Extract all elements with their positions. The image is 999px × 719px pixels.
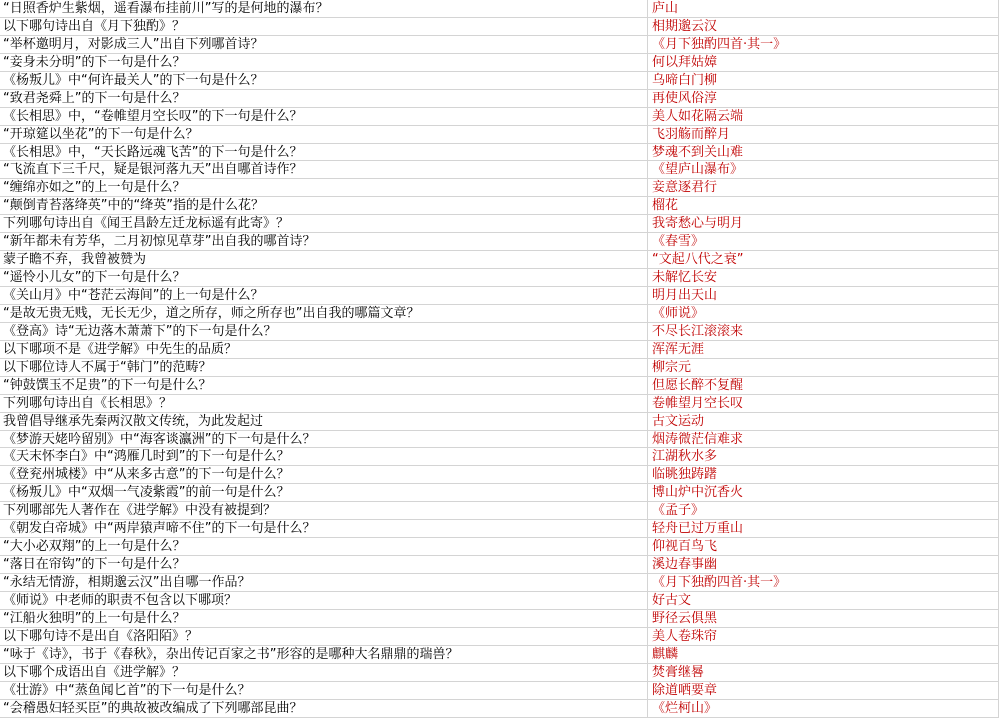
question-cell[interactable]: 下列哪句诗出自《闻王昌龄左迁龙标遥有此寄》？ bbox=[0, 215, 648, 233]
answer-cell[interactable]: 飞羽觞而醉月 bbox=[648, 126, 999, 144]
answer-cell[interactable]: 妾意逐君行 bbox=[648, 179, 999, 197]
answer-cell[interactable]: 《月下独酌四首·其一》 bbox=[648, 36, 999, 54]
answer-cell[interactable]: 乌啼白门柳 bbox=[648, 72, 999, 90]
answer-cell[interactable]: 轻舟已过万重山 bbox=[648, 520, 999, 538]
question-cell[interactable]: 《关山月》中“苍茫云海间”的上一句是什么？ bbox=[0, 287, 648, 305]
question-cell[interactable]: 《梦游天姥吟留别》中“海客谈瀛洲”的下一句是什么？ bbox=[0, 431, 648, 449]
question-cell[interactable]: “举杯邀明月，对影成三人”出自下列哪首诗？ bbox=[0, 36, 648, 54]
question-cell[interactable]: “会稽愚妇轻买臣”的典故被改编成了下列哪部昆曲？ bbox=[0, 700, 648, 718]
question-cell[interactable]: “致君尧舜上”的下一句是什么？ bbox=[0, 90, 648, 108]
answer-cell[interactable]: 卷帷望月空长叹 bbox=[648, 395, 999, 413]
question-cell[interactable]: 以下哪句诗不是出自《洛阳陌》？ bbox=[0, 628, 648, 646]
answer-cell[interactable]: 《春雪》 bbox=[648, 233, 999, 251]
question-cell[interactable]: “遥怜小儿女”的下一句是什么？ bbox=[0, 269, 648, 287]
answer-cell[interactable]: 好古文 bbox=[648, 592, 999, 610]
answer-cell[interactable]: 古文运动 bbox=[648, 413, 999, 431]
question-cell[interactable]: 以下哪句诗出自《月下独酌》？ bbox=[0, 18, 648, 36]
answer-cell[interactable]: 庐山 bbox=[648, 0, 999, 18]
question-cell[interactable]: “新年都未有芳华，二月初惊见草芽”出自我的哪首诗？ bbox=[0, 233, 648, 251]
question-cell[interactable]: “钟鼓馔玉不足贵”的下一句是什么？ bbox=[0, 377, 648, 395]
question-cell[interactable]: “江船火独明”的上一句是什么？ bbox=[0, 610, 648, 628]
question-cell[interactable]: 蒙子瞻不弃，我曾被赞为 bbox=[0, 251, 648, 269]
question-cell[interactable]: 《杨叛儿》中“双烟一气凌紫霞”的前一句是什么？ bbox=[0, 484, 648, 502]
question-cell[interactable]: 以下哪个成语出自《进学解》？ bbox=[0, 664, 648, 682]
answer-cell[interactable]: 野径云俱黑 bbox=[648, 610, 999, 628]
question-cell[interactable]: 《长相思》中，“卷帷望月空长叹”的下一句是什么？ bbox=[0, 108, 648, 126]
answer-cell[interactable]: 梦魂不到关山难 bbox=[648, 144, 999, 162]
answer-cell[interactable]: 不尽长江滚滚来 bbox=[648, 323, 999, 341]
answer-cell[interactable]: 明月出天山 bbox=[648, 287, 999, 305]
answer-cell[interactable]: 江湖秋水多 bbox=[648, 448, 999, 466]
question-cell[interactable]: 《长相思》中，“天长路远魂飞苦”的下一句是什么？ bbox=[0, 144, 648, 162]
answer-cell[interactable]: 《月下独酌四首·其一》 bbox=[648, 574, 999, 592]
question-cell[interactable]: “飞流直下三千尺，疑是银河落九天”出自哪首诗作？ bbox=[0, 161, 648, 179]
question-cell[interactable]: “是故无贵无贱，无长无少，道之所存，师之所存也”出自我的哪篇文章？ bbox=[0, 305, 648, 323]
answer-cell[interactable]: 临眺独踌躇 bbox=[648, 466, 999, 484]
question-cell[interactable]: “妾身未分明”的下一句是什么？ bbox=[0, 54, 648, 72]
question-cell[interactable]: 《登高》诗“无边落木萧萧下”的下一句是什么？ bbox=[0, 323, 648, 341]
question-cell[interactable]: 《天末怀李白》中“鸿雁几时到”的下一句是什么？ bbox=[0, 448, 648, 466]
answer-cell[interactable]: 但愿长醉不复醒 bbox=[648, 377, 999, 395]
question-cell[interactable]: “缠绵亦如之”的上一句是什么？ bbox=[0, 179, 648, 197]
question-cell[interactable]: 下列哪句诗出自《长相思》？ bbox=[0, 395, 648, 413]
question-cell[interactable]: 《朝发白帝城》中“两岸猿声啼不住”的下一句是什么？ bbox=[0, 520, 648, 538]
question-cell[interactable]: 《杨叛儿》中“何许最关人”的下一句是什么？ bbox=[0, 72, 648, 90]
question-cell[interactable]: 《师说》中老师的职责不包含以下哪项？ bbox=[0, 592, 648, 610]
answer-cell[interactable]: 博山炉中沉香火 bbox=[648, 484, 999, 502]
answer-cell[interactable]: 再使风俗淳 bbox=[648, 90, 999, 108]
question-cell[interactable]: 我曾倡导继承先秦两汉散文传统，为此发起过 bbox=[0, 413, 648, 431]
answer-cell[interactable]: 美人如花隔云端 bbox=[648, 108, 999, 126]
answer-cell[interactable]: 焚膏继晷 bbox=[648, 664, 999, 682]
answer-cell[interactable]: 《孟子》 bbox=[648, 502, 999, 520]
answer-cell[interactable]: 除道哂要章 bbox=[648, 682, 999, 700]
answer-cell[interactable]: 柳宗元 bbox=[648, 359, 999, 377]
question-cell[interactable]: 以下哪位诗人不属于“韩门”的范畴？ bbox=[0, 359, 648, 377]
question-cell[interactable]: “咏于《诗》，书于《春秋》，杂出传记百家之书”形容的是哪种大名鼎鼎的瑞兽？ bbox=[0, 646, 648, 664]
answer-cell[interactable]: 我寄愁心与明月 bbox=[648, 215, 999, 233]
question-cell[interactable]: “大小必双翔”的上一句是什么？ bbox=[0, 538, 648, 556]
answer-cell[interactable]: 未解忆长安 bbox=[648, 269, 999, 287]
question-cell[interactable]: “颠倒青苔落绛英”中的“绛英”指的是什么花？ bbox=[0, 197, 648, 215]
answer-cell[interactable]: 《望庐山瀑布》 bbox=[648, 161, 999, 179]
question-cell[interactable]: “永结无情游，相期邈云汉”出自哪一作品？ bbox=[0, 574, 648, 592]
question-cell[interactable]: 《登兖州城楼》中“从来多古意”的下一句是什么？ bbox=[0, 466, 648, 484]
answer-cell[interactable]: 何以拜姑嫜 bbox=[648, 54, 999, 72]
answer-cell[interactable]: 麒麟 bbox=[648, 646, 999, 664]
answer-cell[interactable]: 溪边春事幽 bbox=[648, 556, 999, 574]
question-cell[interactable]: “落日在帘钩”的下一句是什么？ bbox=[0, 556, 648, 574]
question-cell[interactable]: “开琼筵以坐花”的下一句是什么？ bbox=[0, 126, 648, 144]
answer-cell[interactable]: 榴花 bbox=[648, 197, 999, 215]
answer-cell[interactable]: 相期邈云汉 bbox=[648, 18, 999, 36]
answer-cell[interactable]: “文起八代之衰” bbox=[648, 251, 999, 269]
question-cell[interactable]: 《壮游》中“蒸鱼闻匕首”的下一句是什么？ bbox=[0, 682, 648, 700]
question-cell[interactable]: 下列哪部先人著作在《进学解》中没有被提到？ bbox=[0, 502, 648, 520]
answer-cell[interactable]: 仰视百鸟飞 bbox=[648, 538, 999, 556]
answer-cell[interactable]: 《师说》 bbox=[648, 305, 999, 323]
answer-cell[interactable]: 烟涛微茫信难求 bbox=[648, 431, 999, 449]
question-cell[interactable]: “日照香炉生紫烟，遥看瀑布挂前川”写的是何地的瀑布？ bbox=[0, 0, 648, 18]
answer-cell[interactable]: 《烂柯山》 bbox=[648, 700, 999, 718]
answer-cell[interactable]: 浑浑无涯 bbox=[648, 341, 999, 359]
answer-cell[interactable]: 美人卷珠帘 bbox=[648, 628, 999, 646]
question-cell[interactable]: 以下哪项不是《进学解》中先生的品质？ bbox=[0, 341, 648, 359]
